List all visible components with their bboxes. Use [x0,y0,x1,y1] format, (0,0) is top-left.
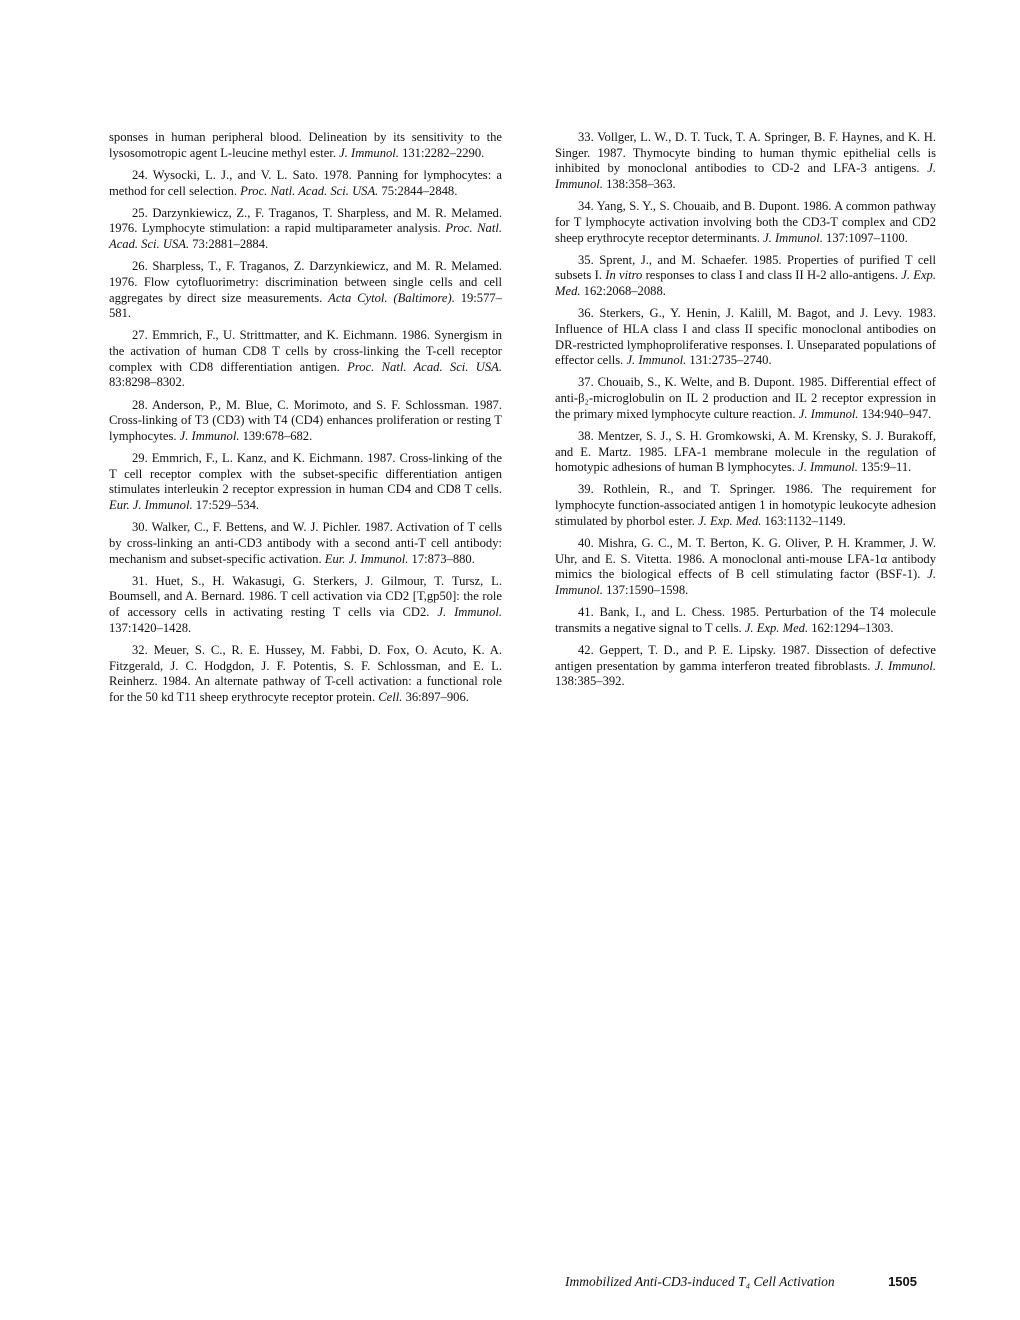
reference-text: 137:1590–1598. [602,583,689,598]
reference-text: 30. Walker, C., F. Bettens, and W. J. Pichler. 1987. Activation of T cells by cross-linking an anti-CD3 antibody with a second anti-T cell antibody: mechanism and subset-specific activation. [109,520,502,566]
journal-title: J. Immunol. [339,145,399,160]
reference-entry [109,643,502,706]
reference-text: 42. Geppert, T. D., and P. E. Lipsky. 1987. Dissection of defective antigen presentation by gamma interferon treated fibroblasts. [555,642,936,673]
reference-text: 134:940–947. [858,406,932,421]
journal-title: J. Immunol. [626,353,687,368]
references-left-column [109,130,502,712]
reference-entry [555,253,936,300]
reference-text: 131:2735–2740. [686,353,772,368]
reference-entry [555,375,936,422]
reference-entry [555,429,936,476]
journal-title: Proc. Natl. Acad. Sci. USA. [109,221,502,251]
journal-title: J. Immunol. [874,658,936,673]
reference-text: 83:8298–8302. [109,375,185,390]
reference-text: 35. Sprent, J., and M. Schaefer. 1985. Properties of purified T cell subsets I. [555,252,936,283]
reference-text: 75:2844–2848. [378,183,458,198]
page-number: 1505 [888,1274,917,1289]
reference-text: 138:385–392. [555,674,625,689]
reference-text: 17:529–534. [192,498,260,513]
reference-text: 34. Yang, S. Y., S. Chouaib, and B. Dupont. 1986. A common pathway for T lymphocyte activation involving both the CD3-T complex and CD2 sheep erythrocyte receptor determinants. [555,199,936,245]
journal-title: J. Immunol. [179,428,240,443]
reference-text: 41. Bank, I., and L. Chess. 1985. Perturbation of the T4 molecule transmits a negative signal to T cells. [555,605,936,635]
reference-text: 36. Sterkers, G., Y. Henin, J. Kalill, M. Bagot, and J. Levy. 1983. Influence of HLA class I and class II specific monoclonal antibodies on DR-restricted lymphoproliferative responses. I. Unseparated populations of effector cells. [555,306,936,368]
reference-text: 139:678–682. [239,428,313,443]
reference-text: 40. Mishra, G. C., M. T. Berton, K. G. Oliver, P. H. Krammer, J. W. Uhr, and E. S. Vitetta. 1986. A monoclonal anti-mouse LFA-1α antibody mimics the biological effects of B cell stimulating factor (BSF-1). [555,535,936,582]
reference-entry [109,328,502,391]
reference-text: 162:2068–2088. [580,284,666,299]
journal-title: Proc. Natl. Acad. Sci. USA. [347,359,502,374]
reference-text: 138:358–363. [602,177,676,192]
journal-title: Cell. [378,690,403,705]
reference-text: responses to class I and class II H-2 allo-antigens. [642,268,902,283]
reference-text: 31. Huet, S., H. Wakasugi, G. Sterkers, J. Gilmour, T. Tursz, L. Boumsell, and A. Bernard. 1986. T cell activation via CD2 [T,gp50]: the role of accessory cells in activating resting T cells via CD2. [109,573,502,620]
reference-entry [109,398,502,445]
reference-entry [555,482,936,529]
reference-text: 162:1294–1303. [808,620,894,635]
journal-title: Eur. J. Immunol. [324,551,409,566]
reference-entry [109,451,502,514]
journal-title: J. Immunol. [798,460,858,475]
reference-text: 37. Chouaib, S., K. Welte, and B. Dupont. 1985. Differential effect of anti-β₂-microglobulin on IL 2 production and IL 2 receptor expression in the primary mixed lymphocyte culture reaction. [555,375,936,421]
reference-text: 39. Rothlein, R., and T. Springer. 1986. The requirement for lymphocyte function-associated antigen 1 in homotypic leukocyte adhesion stimulated by phorbol ester. [555,482,936,528]
reference-entry [109,520,502,567]
reference-entry [109,206,502,253]
reference-text: 38. Mentzer, S. J., S. H. Gromkowski, A. M. Krensky, S. J. Burakoff, and E. Martz. 1985. LFA-1 membrane molecule in the regulation of homotypic adhesions of human B lymphocytes. [555,428,936,475]
reference-entry [555,306,936,369]
journal-title: Proc. Natl. Acad. Sci. USA. [240,183,379,198]
reference-text: 17:873–880. [408,551,475,566]
reference-text: 27. Emmrich, F., U. Strittmatter, and K. Eichmann. 1986. Synergism in the activation of human CD8 T cells by cross-linking the T-cell receptor complex with CD8 differentiation antigen. [109,328,502,374]
reference-entry [109,574,502,637]
reference-text: 26. Sharpless, T., F. Traganos, Z. Darzynkiewicz, and M. R. Melamed. 1976. Flow cytofluorimetry: discrimination between single cells and cell aggregates by direct size measurements. [109,259,502,305]
running-title: Immobilized Anti-CD3-induced T₄ Cell Activation [565,1274,835,1289]
journal-title: J. Immunol. [555,567,936,598]
reference-text: 25. Darzynkiewicz, Z., F. Traganos, T. Sharpless, and M. R. Melamed. 1976. Lymphocyte stimulation: a rapid multiparameter analysis. [109,205,502,236]
journal-title: Acta Cytol. (Baltimore). [328,290,455,305]
journal-title: J. Exp. Med. [555,268,936,299]
reference-entry [555,536,936,599]
reference-text: 137:1097–1100. [822,230,908,245]
journal-title: In vitro [605,268,643,283]
journal-title: J. Immunol. [763,230,823,245]
journal-title: Eur. J. Immunol. [109,498,193,513]
journal-title: J. Immunol. [437,605,502,620]
reference-entry [109,259,502,322]
reference-text: 29. Emmrich, F., L. Kanz, and K. Eichmann. 1987. Cross-linking of the T cell receptor complex with the subset-specific differentiation antigen stimulates interleukin 2 receptor expression in human CD4 and CD8 T cells. [109,451,502,497]
reference-text: 163:1132–1149. [761,513,846,528]
reference-text: 32. Meuer, S. C., R. E. Hussey, M. Fabbi, D. Fox, O. Acuto, K. A. Fitzgerald, J. C. Hodgdon, J. F. Potentis, S. F. Schlossman, and E. L. Reinherz. 1984. An alternate pathway of T-cell activation: a functional role for the 50 kd T11 sheep erythrocyte receptor protein. [109,642,502,705]
reference-text: sponses in human peripheral blood. Delineation by its sensitivity to the lysosomotropic agent L-leucine methyl ester. [109,130,502,160]
reference-text: 19:577–581. [109,290,502,321]
journal-title: J. Immunol. [555,161,936,192]
reference-text: 137:1420–1428. [109,620,192,635]
reference-text: 131:2282–2290. [398,145,485,160]
reference-entry [109,168,502,199]
references-right-column [555,130,936,696]
reference-text: 33. Vollger, L. W., D. T. Tuck, T. A. Springer, B. F. Haynes, and K. H. Singer. 1987. Thymocyte binding to human thymic epithelial cells is inhibited by monoclonal antibodies to CD-2 and LFA-3 antigens. [555,130,936,176]
reference-entry [555,199,936,246]
journal-title: J. Immunol. [798,406,859,421]
reference-entry [555,130,936,193]
reference-text: 28. Anderson, P., M. Blue, C. Morimoto, and S. F. Schlossman. 1987. Cross-linking of T3 (CD3) with T4 (CD4) enhances proliferation or resting T lymphocytes. [109,397,502,443]
journal-title: J. Exp. Med. [744,620,809,635]
reference-entry [555,605,936,636]
journal-title: J. Exp. Med. [698,513,762,528]
reference-text: 36:897–906. [402,690,469,705]
reference-text: 73:2881–2884. [189,237,269,251]
reference-entry [109,130,502,161]
reference-entry [555,643,936,690]
reference-text: 135:9–11. [857,460,912,475]
reference-text: 24. Wysocki, L. J., and V. L. Sato. 1978. Panning for lymphocytes: a method for cell selection. [109,167,502,198]
